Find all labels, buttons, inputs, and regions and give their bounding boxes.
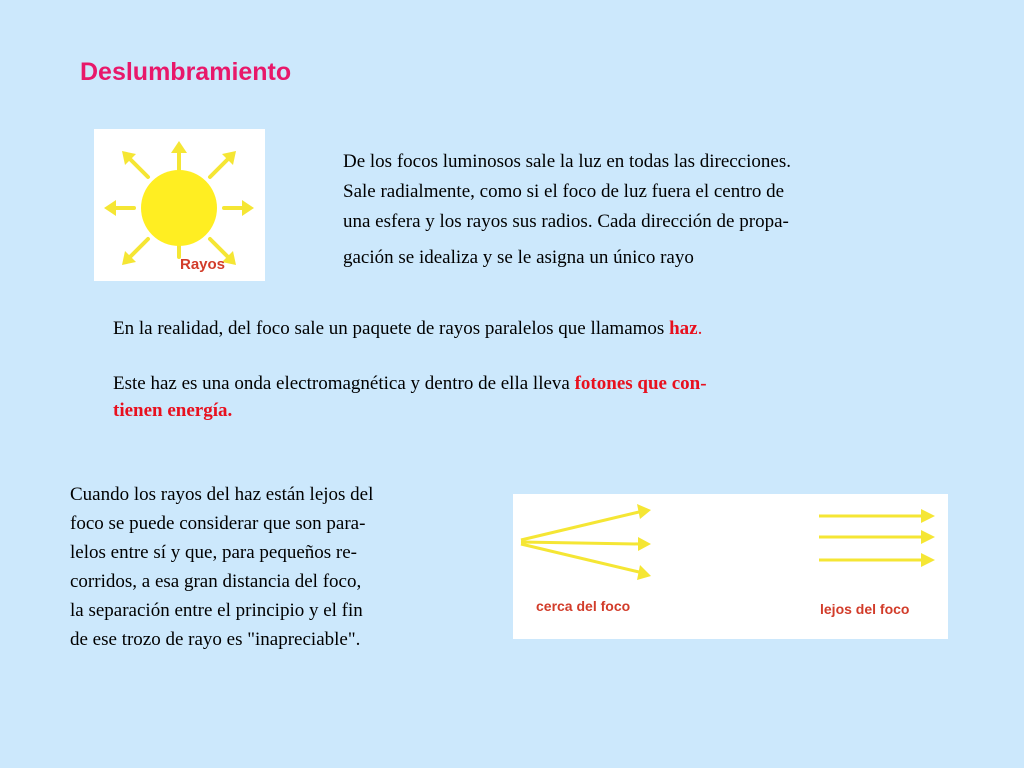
intro-line: una esfera y los rayos sus radios. Cada dirección de propa- bbox=[343, 211, 789, 232]
distance-paragraph bbox=[70, 480, 490, 654]
distance-line: la separación entre el principio y el fin bbox=[70, 600, 363, 621]
beam-text: En la realidad, del foco sale un paquete de rayos paralelos que llamamos bbox=[113, 318, 670, 339]
wave-paragraph bbox=[113, 370, 707, 424]
parallel-rays-figure bbox=[513, 494, 948, 639]
wave-line-2: tienen energía. bbox=[113, 400, 233, 421]
wave-text: Este haz es una onda electromagnética y dentro de ella lleva bbox=[113, 373, 575, 394]
intro-line: De los focos luminosos sale la luz en todas las direcciones. bbox=[343, 151, 791, 172]
rays-sun-figure bbox=[94, 129, 265, 281]
beam-paragraph bbox=[113, 317, 702, 341]
beam-highlight: haz bbox=[669, 318, 698, 339]
wave-line-1 bbox=[113, 370, 707, 397]
distance-line: de ese trozo de rayo es "inapreciable". bbox=[70, 629, 361, 650]
distance-line: Cuando los rayos del haz están lejos del bbox=[70, 484, 374, 505]
wave-highlight: fotones que con- bbox=[574, 373, 707, 394]
distance-line: foco se puede considerar que son para- bbox=[70, 513, 366, 534]
distance-line: lelos entre sí y que, para pequeños re- bbox=[70, 542, 358, 563]
far-focus-label: lejos del foco bbox=[820, 601, 910, 617]
intro-paragraph bbox=[343, 147, 963, 273]
page-title: Deslumbramiento bbox=[80, 58, 292, 86]
intro-line: Sale radialmente, como si el foco de luz fuera el centro de bbox=[343, 181, 785, 202]
distance-line: corridos, a esa gran distancia del foco, bbox=[70, 571, 362, 592]
near-focus-label: cerca del foco bbox=[536, 598, 631, 614]
rays-arrows-icon bbox=[513, 494, 948, 639]
beam-end: . bbox=[697, 318, 703, 339]
rayos-label: Rayos bbox=[180, 256, 226, 273]
intro-line: gación se idealiza y se le asigna un único rayo bbox=[343, 247, 694, 268]
